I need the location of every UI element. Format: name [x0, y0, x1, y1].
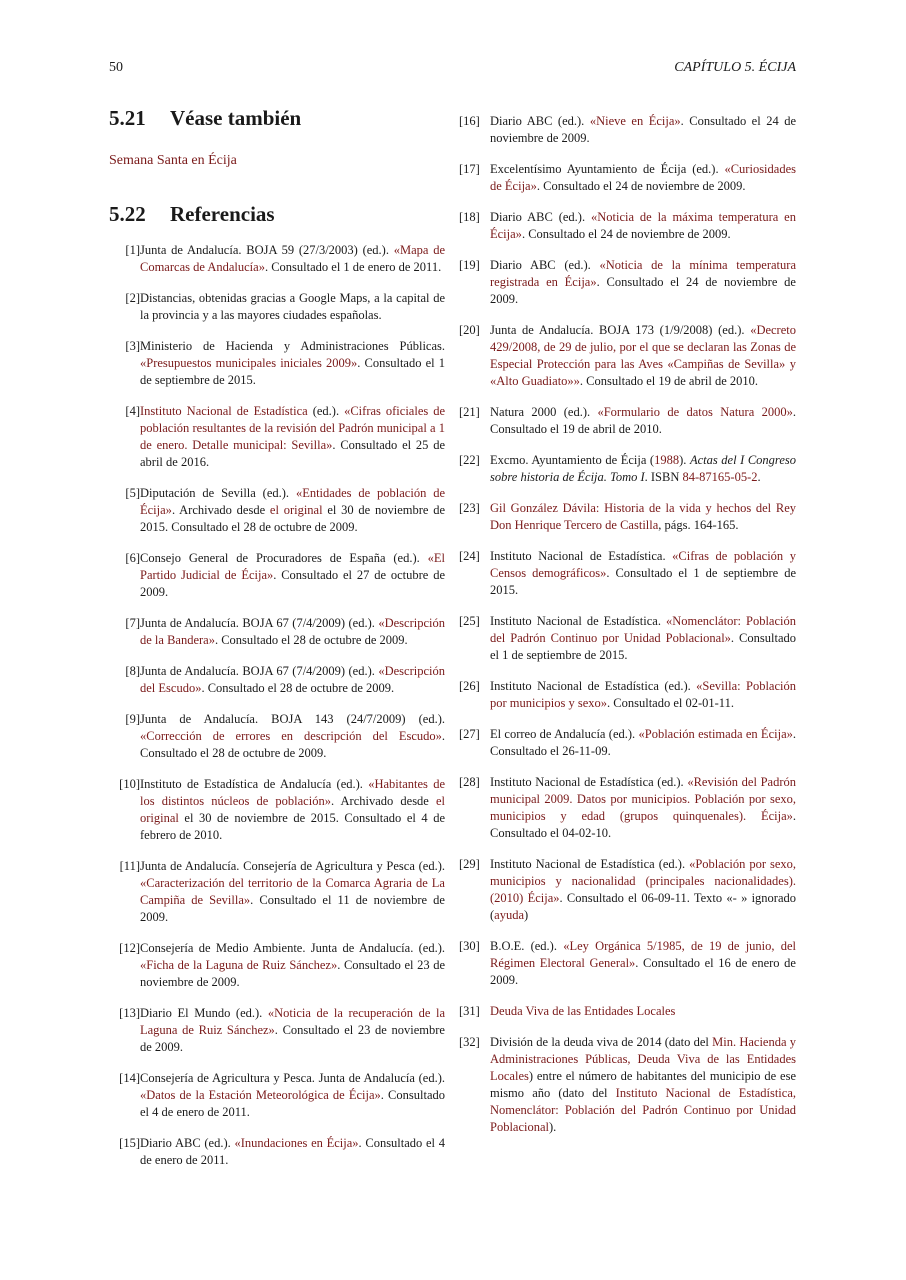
reference-link[interactable]: «Cifras de población y Censos demográficos» [490, 549, 797, 580]
reference-text [140, 1135, 445, 1169]
reference-text-run: Diario ABC (ed.). [490, 258, 600, 272]
reference-item [109, 338, 445, 389]
reference-text-run: . Consultado el 11 de noviembre de 2009. [140, 893, 445, 924]
reference-link[interactable]: «Revisión del Padrón municipal 2009. Datos por municipios. Población por sexo, municipios y edad (grupos quinquenales). Écija» [490, 775, 796, 823]
reference-link[interactable]: «Datos de la Estación Meteorológica de Écija» [140, 1088, 381, 1102]
reference-item [459, 1003, 796, 1020]
reference-text [490, 209, 796, 243]
reference-text-run: Diputación de Sevilla (ed.). [140, 486, 296, 500]
reference-text-run: . Consultado el 24 de noviembre de 2009. [490, 275, 796, 306]
reference-text [140, 940, 445, 991]
section-number: 5.22 [109, 202, 146, 226]
reference-link[interactable]: Gil González Dávila: Historia de la vida y hechos del Rey Don Henrique Tercero de Castilla [490, 501, 796, 532]
reference-text [140, 776, 445, 844]
section-references-heading [109, 200, 445, 228]
reference-text [140, 1070, 445, 1121]
reference-text [140, 663, 445, 697]
reference-text-run: . Consultado el 19 de abril de 2010. [579, 374, 759, 388]
reference-text-run: B.O.E. (ed.). [490, 939, 564, 953]
reference-item [459, 209, 796, 243]
reference-link[interactable]: «Noticia de la máxima temperatura en Écija» [490, 210, 796, 241]
reference-item [109, 663, 445, 697]
reference-text [490, 548, 796, 599]
reference-label: [26] [459, 679, 480, 693]
reference-text [140, 711, 445, 762]
reference-link[interactable]: Instituto Nacional de Estadística, Nomenclátor: Población del Padrón Continuo por Unidad Poblacional [490, 1086, 796, 1134]
reference-label: [12] [119, 941, 140, 955]
reference-link[interactable]: «Inundaciones en Écija» [234, 1136, 359, 1150]
reference-link[interactable]: «Curiosidades de Écija» [490, 162, 796, 193]
reference-text-run: . ISBN [644, 470, 683, 484]
reference-text-run: . Consultado el 24 de noviembre de 2009. [490, 114, 796, 145]
running-header-chapter: CAPÍTULO 5. ÉCIJA [674, 60, 796, 75]
reference-text [490, 774, 796, 842]
reference-text-run: . Consultado el 28 de octubre de 2009. [201, 681, 395, 695]
reference-text-run: Junta de Andalucía. Consejería de Agricultura y Pesca (ed.). [140, 859, 445, 873]
reference-text-run: Junta de Andalucía. BOJA 143 (24/7/2009) (ed.). [140, 712, 445, 726]
reference-label: [22] [459, 453, 480, 467]
reference-label: [9] [125, 712, 140, 726]
reference-text-run: . Consultado el 16 de enero de 2009. [490, 956, 796, 987]
reference-item [459, 452, 796, 486]
reference-text-run: Diario ABC (ed.). [140, 1136, 235, 1150]
reference-item [109, 711, 445, 762]
reference-item [109, 550, 445, 601]
reference-text-run: . [757, 470, 761, 484]
reference-text [140, 1005, 445, 1056]
reference-item [109, 776, 445, 844]
page-number: 50 [109, 60, 123, 75]
reference-link[interactable]: «Decreto 429/2008, de 29 de julio, por el que se declaran las Zonas de Especial Protección para las Aves «Campiñas de Sevilla» y «Alto Guadiato»» [490, 323, 796, 388]
reference-link[interactable]: el original [269, 503, 323, 517]
reference-link[interactable]: «Habitantes de los distintos núcleos de población» [140, 777, 445, 808]
reference-label: [32] [459, 1035, 480, 1049]
reference-link[interactable]: «Entidades de población de Écija» [140, 486, 445, 517]
reference-link[interactable]: 84-87165-05-2 [682, 470, 758, 484]
reference-text [490, 1003, 796, 1020]
reference-item [459, 404, 796, 438]
reference-link[interactable]: «El Partido Judicial de Écija» [140, 551, 445, 582]
reference-text-run: Consejería de Agricultura y Pesca. Junta de Andalucía (ed.). [140, 1071, 445, 1085]
reference-text-run: Diario ABC (ed.). [490, 210, 591, 224]
reference-item [459, 161, 796, 195]
reference-link[interactable]: «Cifras oficiales de población resultantes de la revisión del Padrón municipal a 1 de enero. Detalle municipal: Sevilla» [140, 404, 446, 452]
section-see-also-heading [109, 104, 445, 132]
reference-text [490, 678, 796, 712]
reference-text-run: Instituto Nacional de Estadística (ed.). [490, 857, 690, 871]
reference-text-run: . Consultado el 26-11-09. [490, 727, 796, 758]
reference-text-run: , págs. 164-165. [658, 518, 739, 532]
reference-link[interactable]: «Presupuestos municipales iniciales 2009» [140, 356, 358, 370]
reference-text [140, 550, 445, 601]
reference-link[interactable]: «Descripción de la Bandera» [140, 616, 445, 647]
reference-link[interactable]: el original [140, 794, 446, 825]
reference-label: [10] [119, 777, 140, 791]
reference-text-run: Excmo. Ayuntamiento de Écija ( [490, 453, 655, 467]
reference-link[interactable]: ayuda [494, 908, 525, 922]
reference-item [109, 403, 445, 471]
reference-text-run: el 30 de noviembre de 2015. Consultado el 4 de febrero de 2010. [140, 811, 445, 842]
reference-link[interactable]: «Sevilla: Población por municipios y sexo» [490, 679, 796, 710]
section-number: 5.21 [109, 106, 146, 130]
section-title: Véase también [170, 106, 302, 130]
reference-text-run: (ed.). [307, 404, 345, 418]
reference-text-run: ) [524, 908, 529, 922]
reference-label: [28] [459, 775, 480, 789]
reference-label: [23] [459, 501, 480, 515]
reference-title-italic: Actas del I Congreso sobre historia de Écija. Tomo I [490, 453, 796, 484]
reference-item [109, 1135, 445, 1169]
reference-label: [8] [125, 664, 140, 678]
reference-text [490, 161, 796, 195]
reference-text-run: Instituto Nacional de Estadística. [490, 549, 673, 563]
reference-text-run: . Consultado el 04-02-10. [490, 809, 796, 840]
reference-text-run: Diario El Mundo (ed.). [140, 1006, 268, 1020]
reference-item [459, 500, 796, 534]
reference-link[interactable]: «Mapa de Comarcas de Andalucía» [140, 243, 445, 274]
reference-link[interactable]: 1988 [654, 453, 680, 467]
reference-text-run: Instituto de Estadística de Andalucía (ed.). [140, 777, 369, 791]
reference-link[interactable]: «Población estimada en Écija» [638, 727, 793, 741]
reference-text [490, 613, 796, 664]
reference-text-run: . Consultado el 27 de octubre de 2009. [140, 568, 445, 599]
reference-item [459, 938, 796, 989]
reference-text [140, 242, 445, 276]
reference-text-run: Junta de Andalucía. BOJA 67 (7/4/2009) (ed.). [140, 616, 379, 630]
reference-item [109, 485, 445, 536]
reference-label: [6] [125, 551, 140, 565]
reference-item [109, 615, 445, 649]
reference-text-run: . Consultado el 23 de noviembre de 2009. [140, 958, 446, 989]
reference-link[interactable]: Instituto Nacional de Estadística [140, 404, 308, 418]
reference-text [140, 858, 445, 926]
reference-item [109, 858, 445, 926]
reference-text-run: Distancias, obtenidas gracias a Google Maps, a la capital de la provincia y a las mayores ciudades españolas. [140, 291, 445, 322]
reference-text-run: . Consultado el 02-01-11. [607, 696, 734, 710]
reference-link[interactable]: «Noticia de la recuperación de la Laguna de Ruiz Sánchez» [140, 1006, 446, 1037]
reference-text [140, 615, 445, 649]
reference-label: [31] [459, 1004, 480, 1018]
reference-text [490, 322, 796, 390]
reference-text-run: . Consultado el 1 de enero de 2011. [264, 260, 442, 274]
reference-text-run: Junta de Andalucía. BOJA 59 (27/3/2003) (ed.). [140, 243, 394, 257]
reference-text-run: ). [549, 1120, 557, 1134]
reference-text-run: Natura 2000 (ed.). [490, 405, 598, 419]
reference-item [459, 548, 796, 599]
reference-text-run: el 30 de noviembre de 2015. Consultado el 28 de octubre de 2009. [140, 503, 445, 534]
reference-text-run: . Consultado el 28 de octubre de 2009. [140, 729, 445, 760]
reference-text-run: División de la deuda viva de 2014 (dato del [490, 1035, 713, 1049]
reference-item [109, 1005, 445, 1056]
reference-item [459, 613, 796, 664]
reference-text-run: . Consultado el 1 de septiembre de 2015. [140, 356, 446, 387]
reference-item [109, 242, 445, 276]
reference-text-run: . Consultado el 25 de abril de 2016. [140, 438, 445, 469]
reference-label: [1] [125, 243, 140, 257]
reference-text-run: . Consultado el 06-09-11. Texto «- » ignorado ( [490, 891, 796, 922]
reference-text [490, 500, 796, 534]
reference-link[interactable]: «Descripción del Escudo» [140, 664, 445, 695]
reference-text-run: Instituto Nacional de Estadística (ed.). [490, 775, 688, 789]
reference-link[interactable]: «Ficha de la Laguna de Ruiz Sánchez» [140, 958, 338, 972]
reference-text [490, 404, 796, 438]
reference-link[interactable]: «Población por sexo, municipios y nacionalidad (principales nacionalidades). (2010) Écija» [490, 857, 797, 905]
reference-text-run: Consejería de Medio Ambiente. Junta de Andalucía. (ed.). [140, 941, 445, 955]
reference-link[interactable]: «Nieve en Écija» [589, 114, 681, 128]
reference-label: [14] [119, 1071, 140, 1085]
right-column [459, 113, 796, 1150]
reference-label: [25] [459, 614, 480, 628]
reference-text-run: . Consultado el 1 de septiembre de 2015. [490, 566, 796, 597]
reference-text [490, 257, 796, 308]
reference-text [140, 403, 445, 471]
reference-label: [5] [125, 486, 140, 500]
reference-link[interactable]: «Noticia de la mínima temperatura registrada en Écija» [490, 258, 796, 289]
reference-item [109, 290, 445, 324]
reference-item [459, 322, 796, 390]
reference-item [459, 113, 796, 147]
reference-label: [2] [125, 291, 140, 305]
reference-label: [21] [459, 405, 480, 419]
reference-text-run: . Consultado el 23 de noviembre de 2009. [140, 1023, 445, 1054]
reference-label: [30] [459, 939, 480, 953]
reference-link[interactable]: Min. Hacienda y Administraciones Públicas, Deuda Viva de las Entidades Locales [490, 1035, 797, 1083]
reference-text-run: . Consultado el 4 de enero de 2011. [140, 1136, 445, 1167]
section-title: Referencias [170, 202, 275, 226]
reference-link[interactable]: «Caracterización del territorio de la Comarca Agraria de La Campiña de Sevilla» [140, 876, 445, 907]
reference-text [490, 113, 796, 147]
reference-text-run: ) entre el número de habitantes del municipio de ese mismo año (dato del [490, 1069, 796, 1100]
reference-text [490, 938, 796, 989]
reference-text [490, 1034, 796, 1136]
reference-text-run: El correo de Andalucía (ed.). [490, 727, 639, 741]
reference-label: [24] [459, 549, 480, 563]
reference-link[interactable]: Deuda Viva de las Entidades Locales [490, 1004, 676, 1018]
reference-label: [18] [459, 210, 480, 224]
reference-item [459, 678, 796, 712]
reference-text-run: ). [679, 453, 690, 467]
reference-label: [20] [459, 323, 480, 337]
reference-item [109, 1070, 445, 1121]
reference-text-run: Diario ABC (ed.). [490, 114, 590, 128]
reference-list-left [109, 242, 445, 1169]
reference-label: [3] [125, 339, 140, 353]
reference-text-run: . Archivado desde [330, 794, 436, 808]
reference-text-run: Junta de Andalucía. BOJA 67 (7/4/2009) (ed.). [140, 664, 379, 678]
reference-item [459, 774, 796, 842]
reference-label: [17] [459, 162, 480, 176]
reference-item [109, 940, 445, 991]
reference-text-run: . Archivado desde [171, 503, 270, 517]
reference-text [490, 452, 796, 486]
reference-item [459, 257, 796, 308]
reference-label: [16] [459, 114, 480, 128]
reference-text-run: Junta de Andalucía. BOJA 173 (1/9/2008) (ed.). [490, 323, 751, 337]
reference-text [140, 338, 445, 389]
reference-item [459, 726, 796, 760]
reference-text-run: . Consultado el 1 de septiembre de 2015. [490, 631, 796, 662]
reference-link[interactable]: «Corrección de errores en descripción del Escudo» [140, 729, 442, 743]
reference-text-run: . Consultado el 24 de noviembre de 2009. [536, 179, 746, 193]
reference-label: [15] [119, 1136, 140, 1150]
reference-text-run: Consejo General de Procuradores de España (ed.). [140, 551, 428, 565]
reference-link[interactable]: «Ley Orgánica 5/1985, de 19 de junio, del Régimen Electoral General» [490, 939, 796, 970]
reference-label: [11] [119, 859, 140, 873]
reference-label: [4] [125, 404, 140, 418]
reference-item [459, 1034, 796, 1136]
reference-label: [19] [459, 258, 480, 272]
reference-list-right [459, 113, 796, 1136]
reference-text [490, 726, 796, 760]
reference-text-run: Ministerio de Hacienda y Administraciones Públicas. [140, 339, 445, 353]
reference-text-run: Instituto Nacional de Estadística. [490, 614, 666, 628]
reference-link[interactable]: «Formulario de datos Natura 2000» [597, 405, 793, 419]
reference-text [490, 856, 796, 924]
reference-text [140, 290, 445, 324]
reference-text-run: . Consultado el 28 de octubre de 2009. [214, 633, 408, 647]
reference-text-run: Excelentísimo Ayuntamiento de Écija (ed.). [490, 162, 725, 176]
reference-text [140, 485, 445, 536]
reference-text-run: Instituto Nacional de Estadística (ed.). [490, 679, 697, 693]
reference-label: [13] [119, 1006, 140, 1020]
reference-item [459, 856, 796, 924]
see-also-link[interactable]: Semana Santa en Écija [109, 153, 237, 168]
left-column [109, 104, 445, 1183]
reference-link[interactable]: «Nomenclátor: Población del Padrón Continuo por Unidad Poblacional» [490, 614, 796, 645]
reference-label: [29] [459, 857, 480, 871]
reference-text-run: . Consultado el 24 de noviembre de 2009. [521, 227, 731, 241]
reference-label: [7] [125, 616, 140, 630]
reference-text-run: . Consultado el 19 de abril de 2010. [490, 405, 797, 436]
reference-label: [27] [459, 727, 480, 741]
reference-text-run: . Consultado el 4 de enero de 2011. [140, 1088, 445, 1119]
